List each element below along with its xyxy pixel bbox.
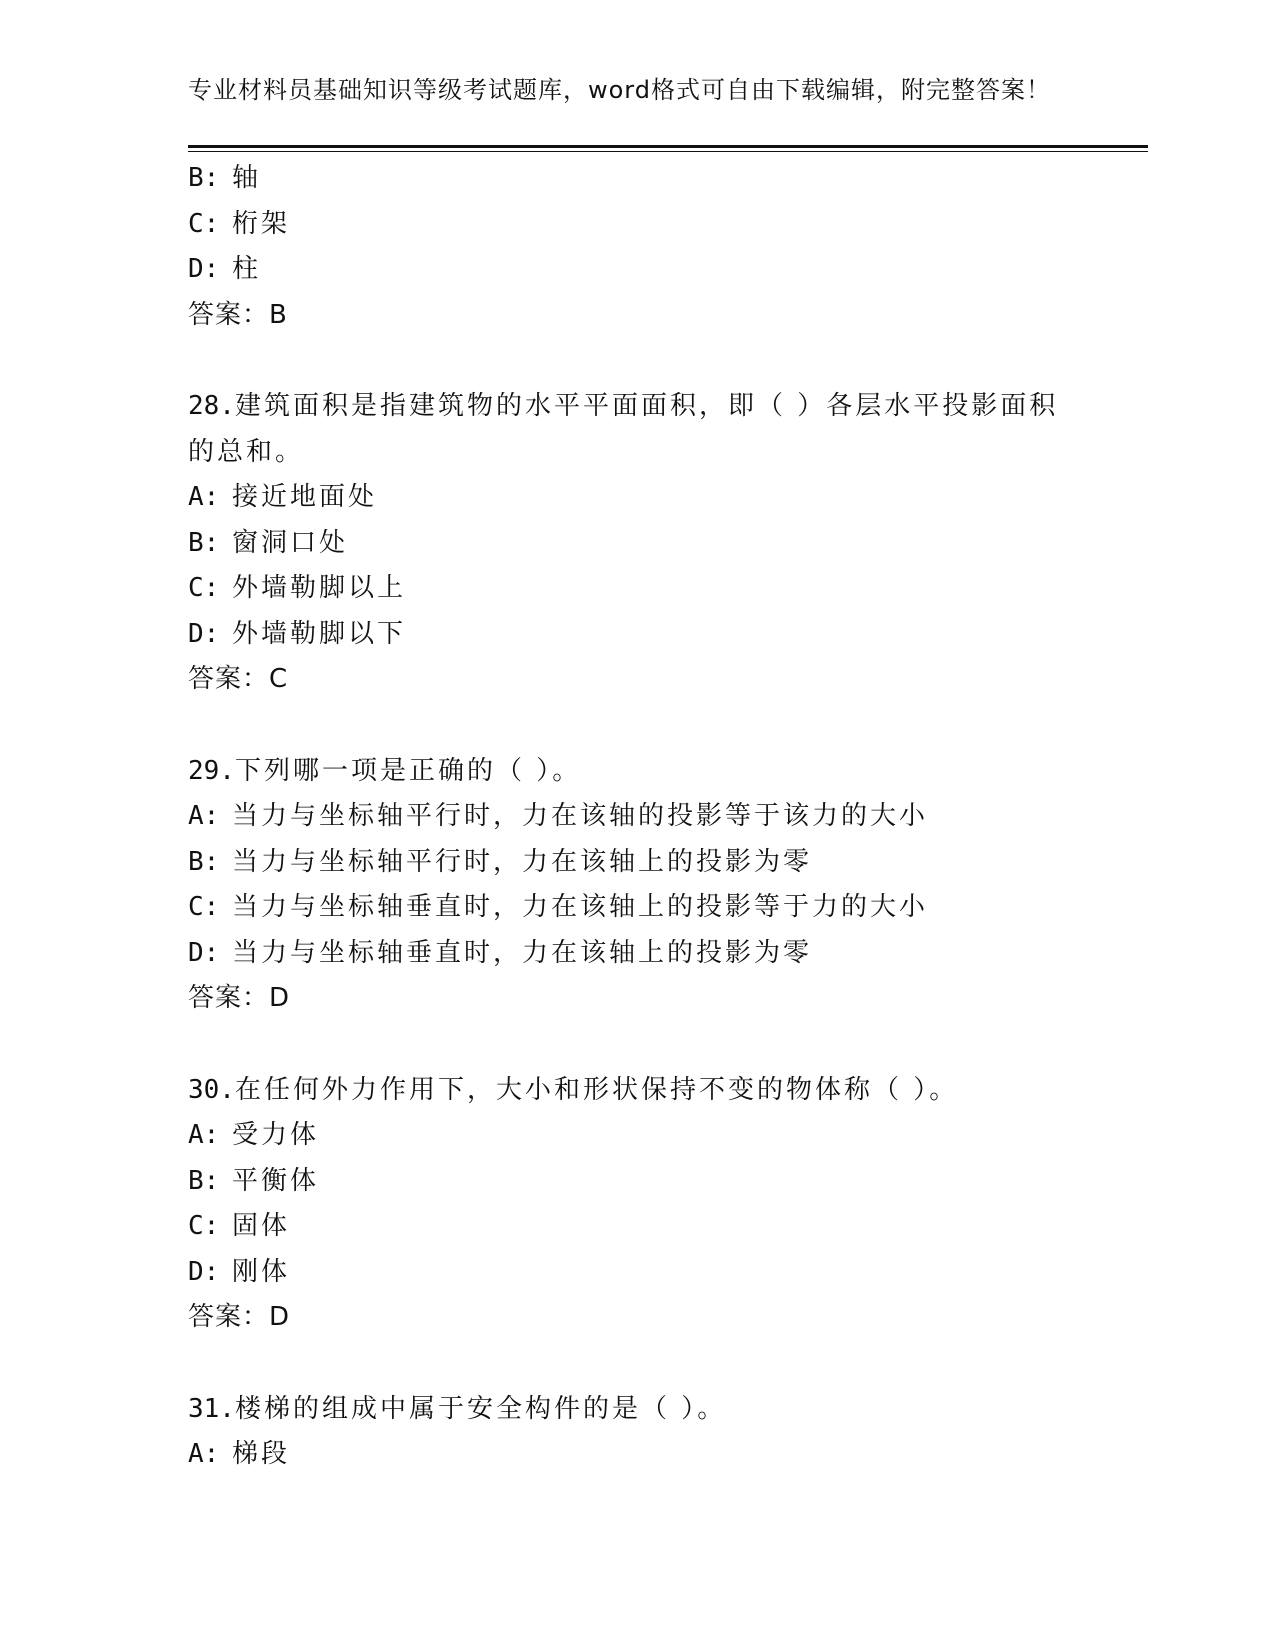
option-label: A: [188,482,220,512]
question-number: 29. [188,755,235,786]
option-label: C: [188,892,220,922]
option-label: C: [188,1211,220,1241]
option-row [188,794,1128,840]
option-row [188,521,1128,567]
option-text: 柱 [232,254,262,284]
option-text: 当力与坐标轴平行时，力在该轴的投影等于该力的大小 [232,801,929,831]
option-label: A: [188,1439,220,1469]
option-label: B: [188,527,220,558]
answer-line: 答案：B [188,299,288,330]
option-text: 受力体 [232,1120,320,1150]
page-header: 专业材料员基础知识等级考试题库，word格式可自由下载编辑，附完整答案！ [188,76,1051,104]
previous-question [188,156,1128,338]
option-row [188,1250,1128,1296]
option-label: C: [188,573,220,603]
question-stem-line1: 在任何外力作用下，大小和形状保持不变的物体称（ ）。 [234,1074,959,1105]
option-label: B: [188,1165,220,1196]
option-text: 当力与坐标轴平行时，力在该轴上的投影为零 [232,846,813,877]
option-text: 外墙勒脚以下 [232,618,407,649]
option-row [188,1113,1128,1159]
option-label: D: [188,254,220,284]
header-rule [188,145,1148,152]
option-text: 当力与坐标轴垂直时，力在该轴上的投影等于力的大小 [232,892,929,922]
option-label: A: [188,1120,220,1150]
option-row [188,840,1128,886]
question-stem [188,384,1128,430]
option-row [188,247,1128,293]
option-label: D: [188,937,220,968]
question-29 [188,749,1128,1022]
option-text: 刚体 [232,1256,291,1287]
option-row [188,931,1128,977]
question-28 [188,384,1128,703]
option-text: 桁架 [232,208,291,239]
option-row [188,1159,1128,1205]
option-text: 梯段 [232,1439,291,1469]
option-label: D: [188,1256,220,1287]
option-label: A: [188,801,220,831]
option-row [188,885,1128,931]
question-stem [188,1387,1128,1433]
question-stem [188,1068,1128,1114]
option-text: 窗洞口处 [232,527,349,558]
answer-line: 答案：D [188,1302,291,1332]
option-text: 接近地面处 [232,482,378,512]
question-number: 30. [188,1074,235,1105]
option-row [188,1204,1128,1250]
option-label: C: [188,208,220,239]
answer-line: 答案：D [188,983,291,1013]
question-number: 31. [188,1393,235,1424]
option-row [188,566,1128,612]
option-row [188,156,1128,202]
option-row [188,1432,1128,1478]
option-text: 当力与坐标轴垂直时，力在该轴上的投影为零 [232,937,813,968]
question-31 [188,1387,1128,1478]
option-label: B: [188,163,220,193]
option-text: 外墙勒脚以上 [232,573,407,603]
option-row [188,475,1128,521]
question-stem-line1: 下列哪一项是正确的（ ）。 [234,755,582,786]
document-body [188,156,1128,1478]
option-text: 平衡体 [232,1165,320,1196]
question-stem-line2: 的总和。 [188,436,305,467]
option-text: 轴 [232,163,262,193]
option-text: 固体 [232,1211,291,1241]
option-label: B: [188,846,220,877]
question-stem-line1: 建筑面积是指建筑物的水平平面面积，即（ ）各层水平投影面积 [234,391,1059,421]
question-stem [188,749,1128,795]
option-label: D: [188,618,220,649]
question-number: 28. [188,391,235,421]
question-stem-line1: 楼梯的组成中属于安全构件的是（ ）。 [234,1393,727,1424]
answer-line: 答案：C [188,664,289,694]
option-row [188,612,1128,658]
option-row [188,202,1128,248]
question-30 [188,1068,1128,1341]
